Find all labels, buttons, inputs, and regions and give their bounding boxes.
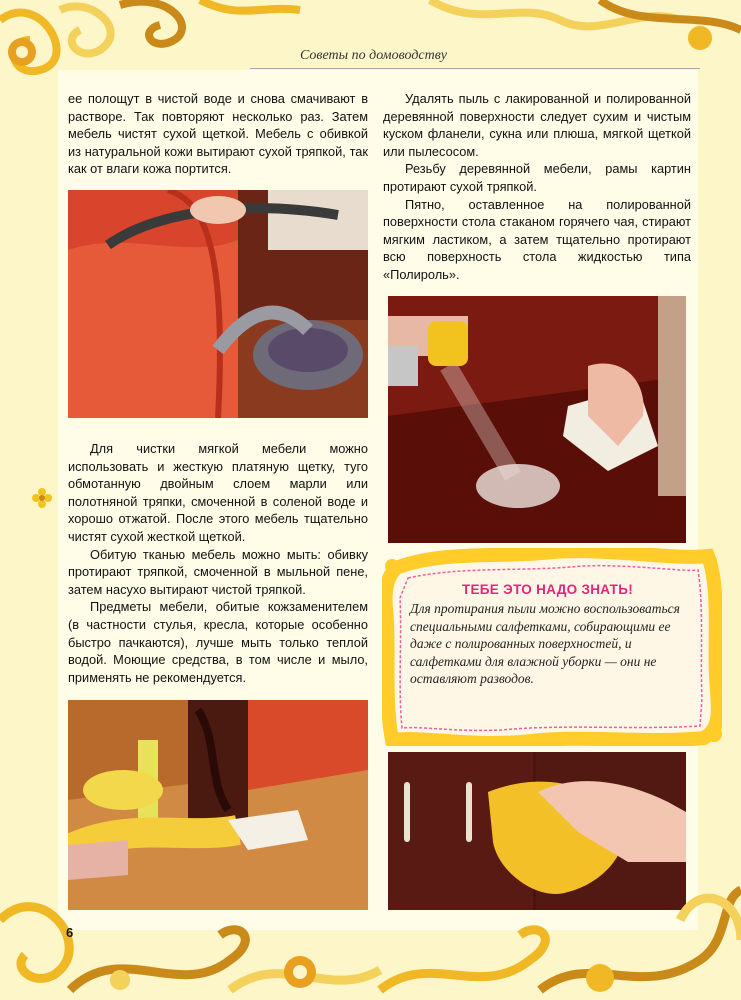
photo-vacuum-sofa bbox=[68, 190, 368, 418]
header-rule bbox=[250, 68, 700, 69]
right-paragraph-2: Резьбу деревянной мебели, рамы картин протирают сухой тряпкой. bbox=[383, 161, 691, 194]
flower-icon bbox=[32, 488, 52, 508]
left-paragraph-1: Для чистки мягкой мебели можно использовать и жесткую платяную щетку, туго обмотанную двойным слоем марли или полотняной тряпки, смоченной в соленой воде и хорошо отжатой. После этого мебель тщательно чистят сухой жесткой щеткой. bbox=[68, 441, 368, 544]
right-paragraph-3: Пятно, оставленное на полированной поверхности стола стаканом горячего чая, стирают мягким ластиком, а затем тщательно протирают всю поверхность стола жидкостью типа «Полироль». bbox=[383, 196, 691, 282]
right-paragraph-1: Удалять пыль с лакированной и полированной деревянной поверхности следует сухим и чистым куском фланели, сукна или плюша, мягкой щеткой или пылесосом. bbox=[383, 91, 691, 159]
left-paragraph-3: Предметы мебели, обитые кожзаменителем (в частности стулья, кресла, которые особенно быстро пачкаются), лучше мыть только теплой водой. Моющие средства, в том числе и мыло, применять не рекомендуется. bbox=[68, 599, 368, 685]
right-top-text bbox=[383, 90, 691, 284]
bottom-swirl-ornament bbox=[0, 860, 741, 1000]
photo-spray-polish bbox=[388, 296, 686, 543]
left-top-text bbox=[68, 90, 368, 178]
page-number: 6 bbox=[66, 925, 74, 940]
callout-title: ТЕБЕ ЭТО НАДО ЗНАТЬ! bbox=[461, 582, 634, 597]
left-paragraph-2: Обитую тканью мебель можно мыть: обивку протирают тряпкой, смоченной в мыльной пене, затем насухо вытирают чистой тряпкой. bbox=[68, 546, 368, 597]
running-header: Советы по домоводству bbox=[300, 48, 448, 63]
left-top-paragraph: ее полощут в чистой воде и снова смачивают в растворе. Так повторяют несколько раз. Затем мебель чистят сухой щеткой. Мебель с обивкой из натуральной кожи вытирают сухой тряпкой, так как от влаги кожа портится. bbox=[68, 91, 368, 177]
callout-content bbox=[410, 582, 685, 688]
callout-body: Для протирания пыли можно воспользоваться специальными салфетками, собирающими ее даже с полированных поверхностей, и салфетками для влажной уборки — они не оставляют разводов. bbox=[410, 601, 680, 686]
left-middle-text bbox=[68, 440, 368, 686]
